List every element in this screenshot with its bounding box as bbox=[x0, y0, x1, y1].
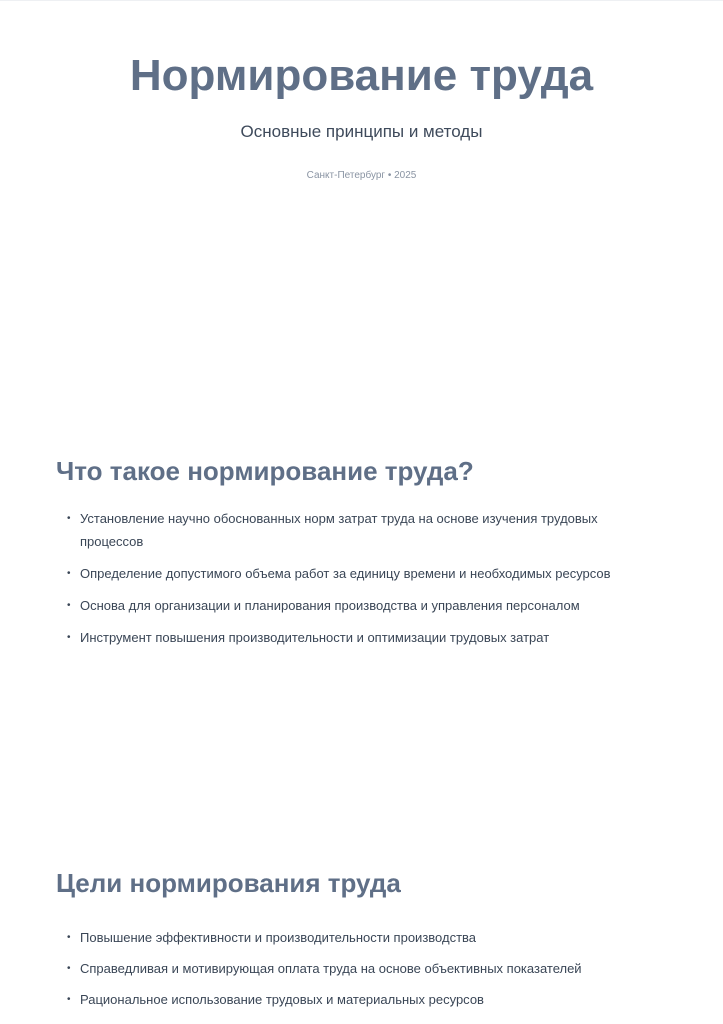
list-item-text: Инструмент повышения производительности и оптимизации трудовых затрат bbox=[80, 630, 550, 645]
list-item-text: Повышение эффективности и производительности производства bbox=[80, 930, 477, 945]
bullet-list bbox=[56, 507, 656, 649]
section-what-is bbox=[56, 455, 656, 658]
list-item bbox=[56, 562, 656, 585]
bullet-icon: • bbox=[67, 568, 71, 579]
list-item bbox=[56, 626, 656, 649]
section-heading: Что такое нормирование труда? bbox=[56, 456, 474, 486]
list-item-text: Установление научно обоснованных норм затрат труда на основе изучения трудовых процессов bbox=[80, 511, 598, 549]
list-item-text: Справедливая и мотивирующая оплата труда на основе объективных показателей bbox=[80, 961, 582, 976]
page-subtitle: Основные принципы и методы bbox=[240, 122, 483, 141]
list-item bbox=[56, 594, 656, 617]
bullet-list bbox=[56, 926, 656, 1011]
bullet-icon: • bbox=[67, 994, 71, 1005]
page-title: Нормирование труда bbox=[129, 51, 594, 100]
bullet-icon: • bbox=[67, 963, 71, 974]
bullet-icon: • bbox=[67, 600, 71, 611]
bullet-icon: • bbox=[67, 513, 71, 524]
location-year: Санкт-Петербург • 2025 bbox=[306, 170, 417, 181]
top-divider bbox=[0, 0, 723, 1]
bullet-icon: • bbox=[67, 932, 71, 943]
list-item bbox=[56, 507, 656, 553]
bullet-icon: • bbox=[67, 632, 71, 643]
list-item-text: Определение допустимого объема работ за единицу времени и необходимых ресурсов bbox=[80, 566, 611, 581]
list-item bbox=[56, 988, 656, 1011]
list-item bbox=[56, 926, 656, 949]
section-heading: Цели нормирования труда bbox=[56, 868, 401, 898]
list-item-text: Рациональное использование трудовых и материальных ресурсов bbox=[80, 992, 484, 1007]
list-item bbox=[56, 957, 656, 980]
list-item-text: Основа для организации и планирования производства и управления персоналом bbox=[80, 598, 580, 613]
section-goals bbox=[56, 867, 656, 1019]
